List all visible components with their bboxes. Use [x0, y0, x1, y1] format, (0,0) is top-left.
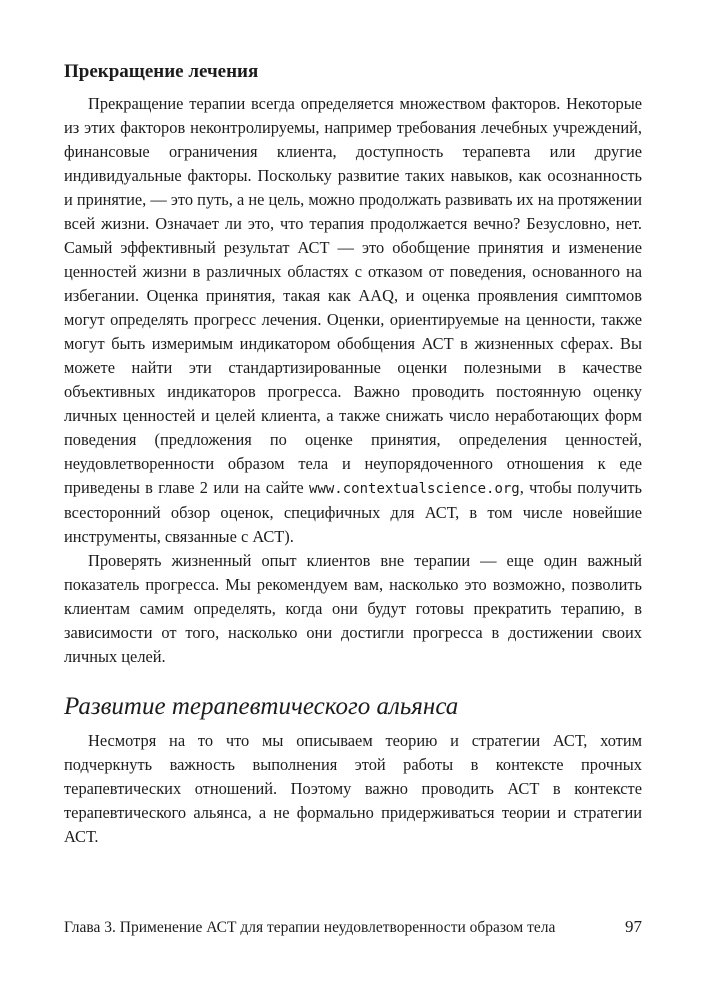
paragraph-text: , чтобы получить всесторонний обзор оценок, специфичных для АСТ, в том числе новейшие инструменты, связанные с АСТ). — [64, 478, 642, 546]
page-number: 97 — [625, 917, 642, 936]
section-heading-alliance: Развитие терапевтического альянса — [64, 693, 459, 720]
paragraph-termination-2: Проверять жизненный опыт клиентов вне терапии — еще один важный показатель прогресса. Мы рекомендуем вам, насколько это возможно, позволить клиентам самим определять, когда они будут готовы прекратить терапию, в зависимости от того, насколько они достигли прогресса в достижении своих личных целей. — [64, 551, 642, 666]
page-footer — [64, 915, 642, 940]
paragraph-termination-1 — [64, 92, 642, 549]
section-heading-termination: Прекращение лечения — [64, 61, 259, 82]
paragraph-alliance-1: Несмотря на то что мы описываем теорию и стратегии АСТ, хотим подчеркнуть важность выполнения этой работы в контексте прочных терапевтических отношений. Поэтому важно проводить АСТ в контексте терапевтического альянса, а не формально придерживаться теории и стратегии АСТ. — [64, 731, 642, 846]
paragraph-text: Прекращение терапии всегда определяется множеством факторов. Некоторые из этих факторов неконтролируемы, например требования лечебных учреждений, финансовые ограничения клиента, доступность терапевта или другие индивидуальные факторы. Поскольку развитие таких навыков, как осознанность и принятие, — это путь, а не цель, можно продолжать развивать их на протяжении всей жизни. Означает ли это, что терапия продолжается вечно? Безусловно, нет. Самый эффективный результат АСТ — это обобщение принятия и изменение ценностей жизни в различных областях с отказом от поведения, основанного на избегании. Оценка принятия, такая как AAQ, и оценка проявления симптомов могут определять прогресс лечения. Оценки, ориентируемые на ценности, также могут быть измеримым индикатором обобщения АСТ в жизненных сферах. Вы можете найти эти стандартизированные оценки полезными в качестве объективных индикаторов прогресса. Важно проводить постоянную оценку личных ценностей и целей клиента, а также снижать число неработающих форм поведения (предложения по оценке принятия, определения ценностей, неудовлетворенности образом тела и неупорядоченного отношения к еде приведены в главе 2 или на сайте — [64, 94, 642, 497]
running-footer-chapter: Глава 3. Применение АСТ для терапии неудовлетворенности образом тела — [64, 919, 556, 936]
page-content — [64, 60, 642, 849]
website-link[interactable]: www.contextualscience.org — [309, 481, 520, 497]
